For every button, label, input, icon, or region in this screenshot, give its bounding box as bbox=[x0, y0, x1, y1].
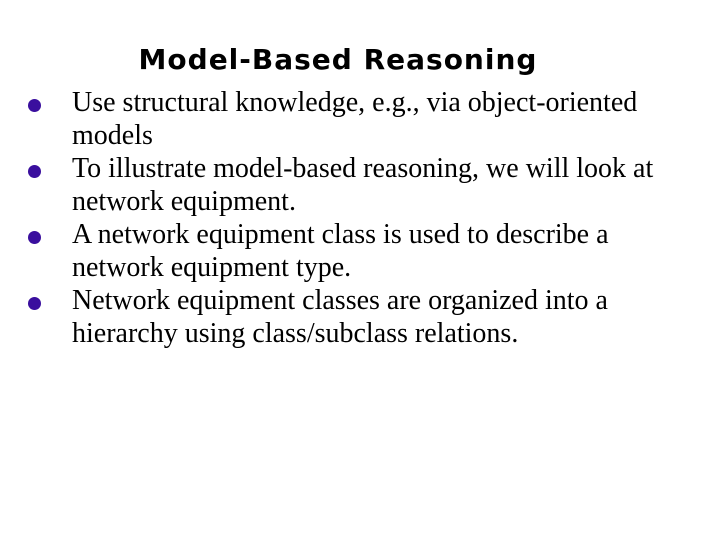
bullet-dot-icon bbox=[28, 99, 41, 112]
bullet-text: Use structural knowledge, e.g., via object-oriented models bbox=[72, 87, 638, 151]
bullet-dot-icon bbox=[28, 165, 41, 178]
bullet-text: A network equipment class is used to describe a network equipment type. bbox=[72, 219, 609, 283]
bullet-item bbox=[20, 152, 700, 218]
slide-title: Model-Based Reasoning bbox=[138, 43, 538, 76]
bullet-text: Network equipment classes are organized into a hierarchy using class/subclass relations. bbox=[72, 285, 608, 349]
bullet-list bbox=[20, 86, 700, 350]
bullet-item bbox=[20, 218, 700, 284]
bullet-text: To illustrate model-based reasoning, we will look at network equipment. bbox=[72, 153, 654, 217]
bullet-item bbox=[20, 284, 700, 350]
bullet-item bbox=[20, 86, 700, 152]
bullet-dot-icon bbox=[28, 231, 41, 244]
bullet-dot-icon bbox=[28, 297, 41, 310]
